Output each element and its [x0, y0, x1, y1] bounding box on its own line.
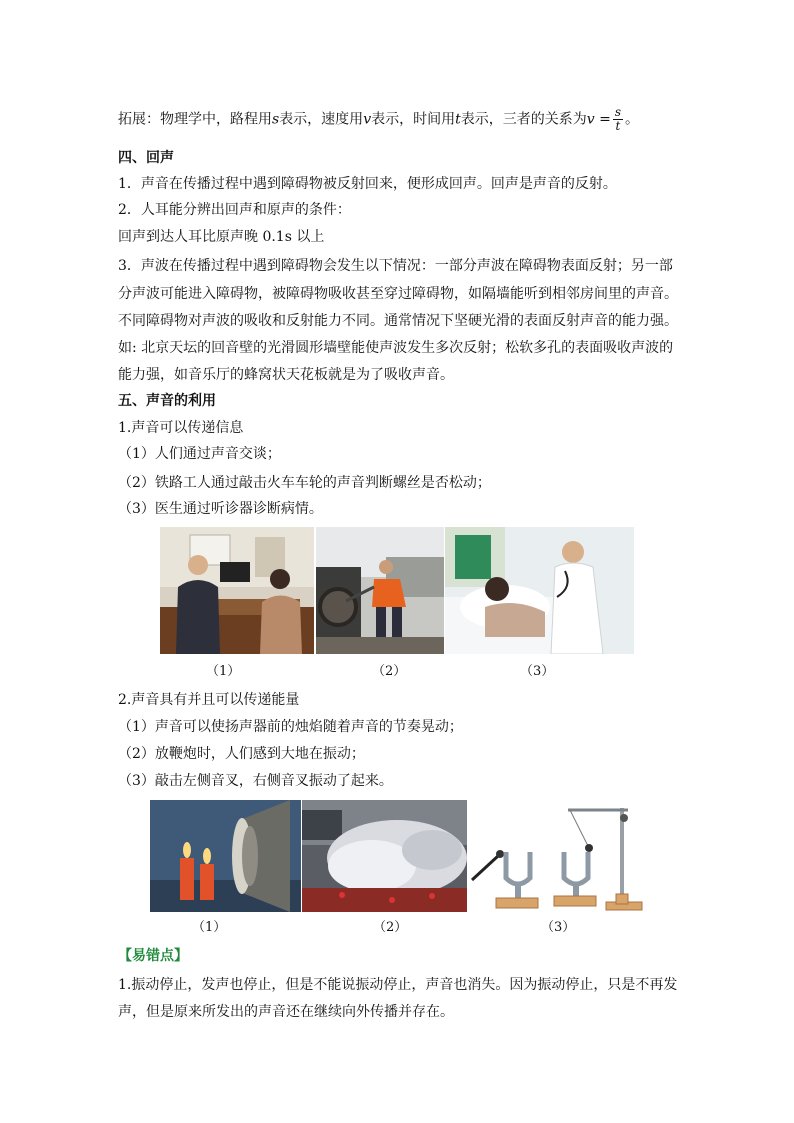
symbol-v: v	[363, 111, 372, 128]
mistakes-heading: 【易错点】	[118, 948, 188, 964]
echo-point-2-detail: 回声到达人耳比原声晚 0.1s 以上	[118, 229, 325, 245]
photo-railway-worker	[316, 527, 444, 654]
expansion-text: 拓展：物理学中，路程用	[118, 111, 272, 128]
echo-point-3-line: 能力强，如音乐厅的蜂窝状天花板就是为了吸收声音。	[118, 367, 454, 383]
echo-point-1: 1．声音在传播过程中遇到障碍物被反射回来，便形成回声。回声是声音的反射。	[118, 176, 617, 192]
photo-caption: （1）	[206, 664, 241, 679]
energy-item: （2）放鞭炮时，人们感到大地在振动；	[118, 746, 365, 762]
info-title: 1.声音可以传递信息	[118, 420, 244, 436]
expansion-text: 表示，时间用	[371, 111, 456, 128]
photo-conversation	[160, 527, 314, 654]
echo-point-3-line: 如: 北京天坛的回音壁的光滑圆形墙壁能使声波发生多次反射；松软多孔的表面吸收声波的	[118, 340, 674, 356]
fraction-denominator: t	[615, 119, 621, 133]
expansion-text: 表示，速度用	[279, 111, 364, 128]
photo-candles-speaker	[150, 800, 301, 912]
echo-point-2: 2．人耳能分辨出回声和原声的条件：	[118, 202, 351, 218]
diagram-tuning-forks	[468, 800, 644, 914]
info-item: （2）铁路工人通过敲击火车车轮的声音判断螺丝是否松动；	[118, 475, 491, 491]
expansion-text: 。	[625, 111, 640, 128]
fraction-numerator: s	[614, 105, 622, 119]
photo-caption: （3）	[520, 664, 555, 679]
symbol-s: s	[272, 111, 280, 128]
info-item: （3）医生通过听诊器诊断病情。	[118, 501, 323, 517]
mistakes-line: 1.振动停止，发声也停止，但是不能说振动停止，声音也消失。因为振动停止，只是不再发	[118, 977, 678, 993]
expansion-line	[118, 106, 639, 133]
photo-caption: （3）	[541, 920, 576, 935]
mistakes-line: 声，但是原来所发出的声音还在继续向外传播并存在。	[118, 1004, 454, 1020]
photo-caption: （2）	[373, 920, 408, 935]
echo-point-3-line: 分声波可能进入障碍物，被障碍物吸收甚至穿过障碍物，如隔墙能听到相邻房间里的声音。	[118, 286, 678, 302]
photo-caption: （2）	[372, 664, 407, 679]
energy-item: （3）敲击左侧音叉，右侧音叉振动了起来。	[118, 773, 393, 789]
info-item: （1）人们通过声音交谈；	[118, 446, 281, 462]
photo-caption: （1）	[192, 920, 227, 935]
section-heading-use: 五、声音的利用	[118, 393, 216, 409]
echo-point-3-line: 不同障碍物对声波的吸收和反射能力不同。通常情况下坚硬光滑的表面反射声音的能力强。	[118, 313, 678, 329]
section-heading-echo: 四、回声	[118, 150, 174, 166]
formula-lhs: v =	[586, 111, 611, 128]
expansion-text: 表示，三者的关系为	[460, 111, 587, 128]
symbol-t: t	[455, 111, 461, 128]
formula-fraction	[613, 106, 623, 133]
energy-item: （1）声音可以使扬声器前的烛焰随着声音的节奏晃动；	[118, 719, 463, 735]
photo-doctor-stethoscope	[445, 527, 634, 654]
photo-firecrackers	[302, 800, 467, 912]
echo-point-3-line: 3．声波在传播过程中遇到障碍物会发生以下情况：一部分声波在障碍物表面反射；另一部	[118, 258, 673, 274]
energy-title: 2.声音具有并且可以传递能量	[118, 692, 300, 708]
